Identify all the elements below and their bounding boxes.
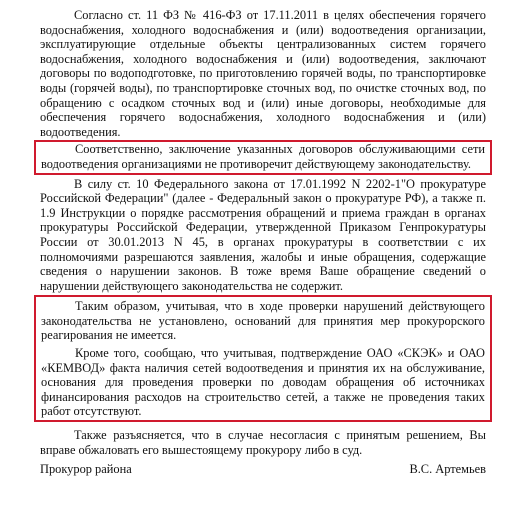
- paragraph-prosecutor-law: В силу ст. 10 Федерального закона от 17.01.1992 N 2202-1"О прокуратуре Российской Федерации" (далее - Федеральный закон о прокуратуре РФ), а также п. 1.9 Инструкции о порядке рассмотрения обращений и приема граждан в органах прокуратуры Российской Федерации, утвержденной Приказом Генпрокуратуры России от 30.01.2013 N 45, в органах прокуратуры в соответствии с их полномочиями разрешаются заявления, жалобы и иные обращения, содержащие сведения о нарушении законов. В тоже время Ваше обращение сведений о нарушении действующего законодательства не содержит.: [40, 176, 486, 293]
- highlight-box-contracts: [34, 140, 492, 174]
- paragraph-skek-kemvod: Кроме того, сообщаю, что учитывая, подтверждение ОАО «СКЭК» и ОАО «КЕМВОД» факта наличия сетей водоотведения и принятия их на обслуживание, основания для проведения проверки по доводам обращения об источниках финансирования расходов на строительство сетей, а также не проведения таких работ отсутствуют.: [41, 346, 485, 419]
- paragraph-no-violations: Таким образом, учитывая, что в ходе проверки нарушений действующего законодательства не установлено, оснований для принятия мер прокурорского реагирования не имеется.: [41, 299, 485, 343]
- paragraph-appeal-rights: Также разъясняется, что в случае несогласия с принятым решением, Вы вправе обжаловать его вышестоящему прокурору либо в суд.: [40, 428, 486, 457]
- paragraph-law-416: Согласно ст. 11 ФЗ № 416-ФЗ от 17.11.2011 в целях обеспечения горячего водоснабжения, холодного водоснабжения и (или) водоотведения организации, эксплуатирующие отдельные объекты централизованных систем горячего водоснабжения, холодного водоснабжения и (или) водоотведения, заключают договоры по водоподготовке, по приготовлению горячей воды, по транспортировке воды (горячей воды), по транспортировке сточных вод, по очистке сточных вод, по обращению с осадком сточных вод и (или) иные договоры, необходимые для обеспечения горячего водоснабжения, холодного водоснабжения и (или) водоотведения.: [40, 8, 486, 139]
- signatory-position: Прокурор района: [40, 462, 132, 476]
- highlight-box-findings: [34, 295, 492, 422]
- signatory-name: В.С. Артемьев: [409, 462, 486, 476]
- signature-block: [40, 462, 486, 477]
- paragraph-contracts-conclusion: Соответственно, заключение указанных договоров обслуживающими сети водоотведения организациями не противоречит действующему законодательству.: [41, 142, 485, 171]
- letter-body: [40, 8, 486, 457]
